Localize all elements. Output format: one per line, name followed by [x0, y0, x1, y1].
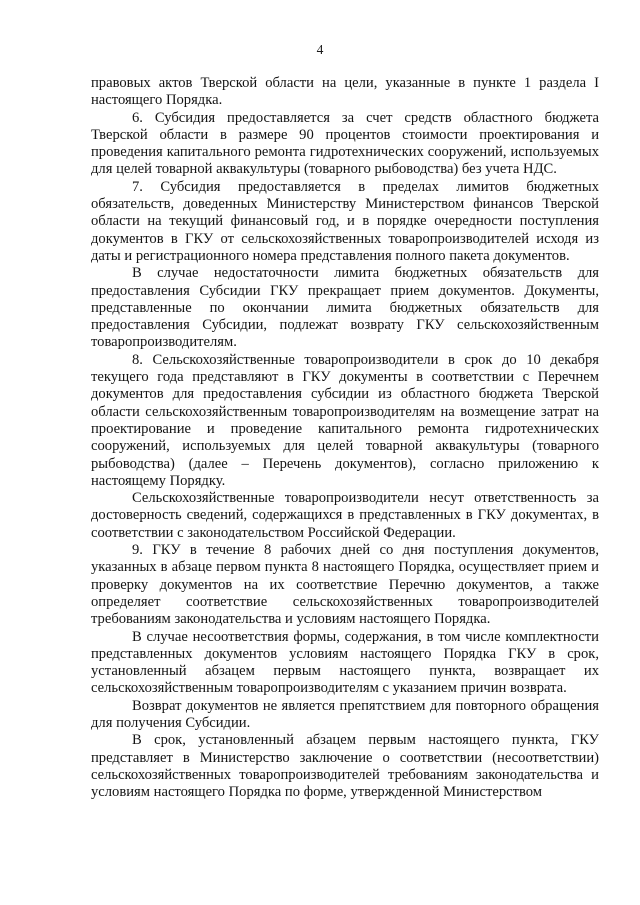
paragraph-continuation: правовых актов Тверской области на цели, указанные в пункте 1 раздела I настоящего Порядка. — [91, 75, 599, 109]
paragraph-item-9-resubmission: Возврат документов не является препятствием для повторного обращения для получения Субсидии. — [91, 697, 599, 731]
paragraph-item-9-mismatch: В случае несоответствия формы, содержания, в том числе комплектности представленных документов условиям настоящего Порядка ГКУ в срок, установленный абзацем первым настоящего пункта, возвращает их сельскохозяйственным товаропроизводителям с указанием причин возврата. — [91, 628, 599, 697]
paragraph-item-9: 9. ГКУ в течение 8 рабочих дней со дня поступления документов, указанных в абзаце первом пункта 8 настоящего Порядка, осуществляет прием и проверку документов на их соответствие Перечню документов, а также определяет соответствие сельскохозяйственных товаропроизводителей требованиям законодательства и условиям настоящего Порядка. — [91, 542, 599, 628]
paragraph-item-7: 7. Субсидия предоставляется в пределах лимитов бюджетных обязательств, доведенных Министерству Министерством финансов Тверской области на текущий финансовый год, и в порядке очередности поступления документов в ГКУ от сельскохозяйственных товаропроизводителей исходя из даты и регистрационного номера представления полного пакета документов. — [91, 178, 599, 264]
paragraph-item-9-conclusion: В срок, установленный абзацем первым настоящего пункта, ГКУ представляет в Министерство заключение о соответствии (несоответствии) сельскохозяйственных товаропроизводителей требованиям законодательства и условиям настоящего Порядка по форме, утвержденной Министерством — [91, 732, 599, 801]
paragraph-item-8: 8. Сельскохозяйственные товаропроизводители в срок до 10 декабря текущего года представляют в ГКУ документы в соответствии с Перечнем документов для предоставления субсидии из областного бюджета Тверской области сельскохозяйственным товаропроизводителям на возмещение затрат на проектирование и проведение капитального ремонта гидротехнических сооружений, используемых для целей товарной аквакультуры (товарного рыбоводства) (далее – Перечень документов), согласно приложению к настоящему Порядку. — [91, 351, 599, 489]
paragraph-item-6: 6. Субсидия предоставляется за счет средств областного бюджета Тверской области в размере 90 процентов стоимости проектирования и проведения капитального ремонта гидротехнических сооружений, используемых для целей товарной аквакультуры (товарного рыбоводства) без учета НДС. — [91, 109, 599, 178]
paragraph-item-7-insufficient-limit: В случае недостаточности лимита бюджетных обязательств для предоставления Субсидии ГКУ прекращает прием документов. Документы, представленные по окончании лимита бюджетных обязательств для предоставления Субсидии, подлежат возврату ГКУ сельскохозяйственным товаропроизводителям. — [91, 265, 599, 351]
paragraph-item-8-responsibility: Сельскохозяйственные товаропроизводители несут ответственность за достоверность сведений, содержащихся в представленных в ГКУ документах, в соответствии с законодательством Российской Федерации. — [91, 490, 599, 541]
document-body — [91, 75, 599, 801]
page-number: 4 — [316, 42, 324, 57]
